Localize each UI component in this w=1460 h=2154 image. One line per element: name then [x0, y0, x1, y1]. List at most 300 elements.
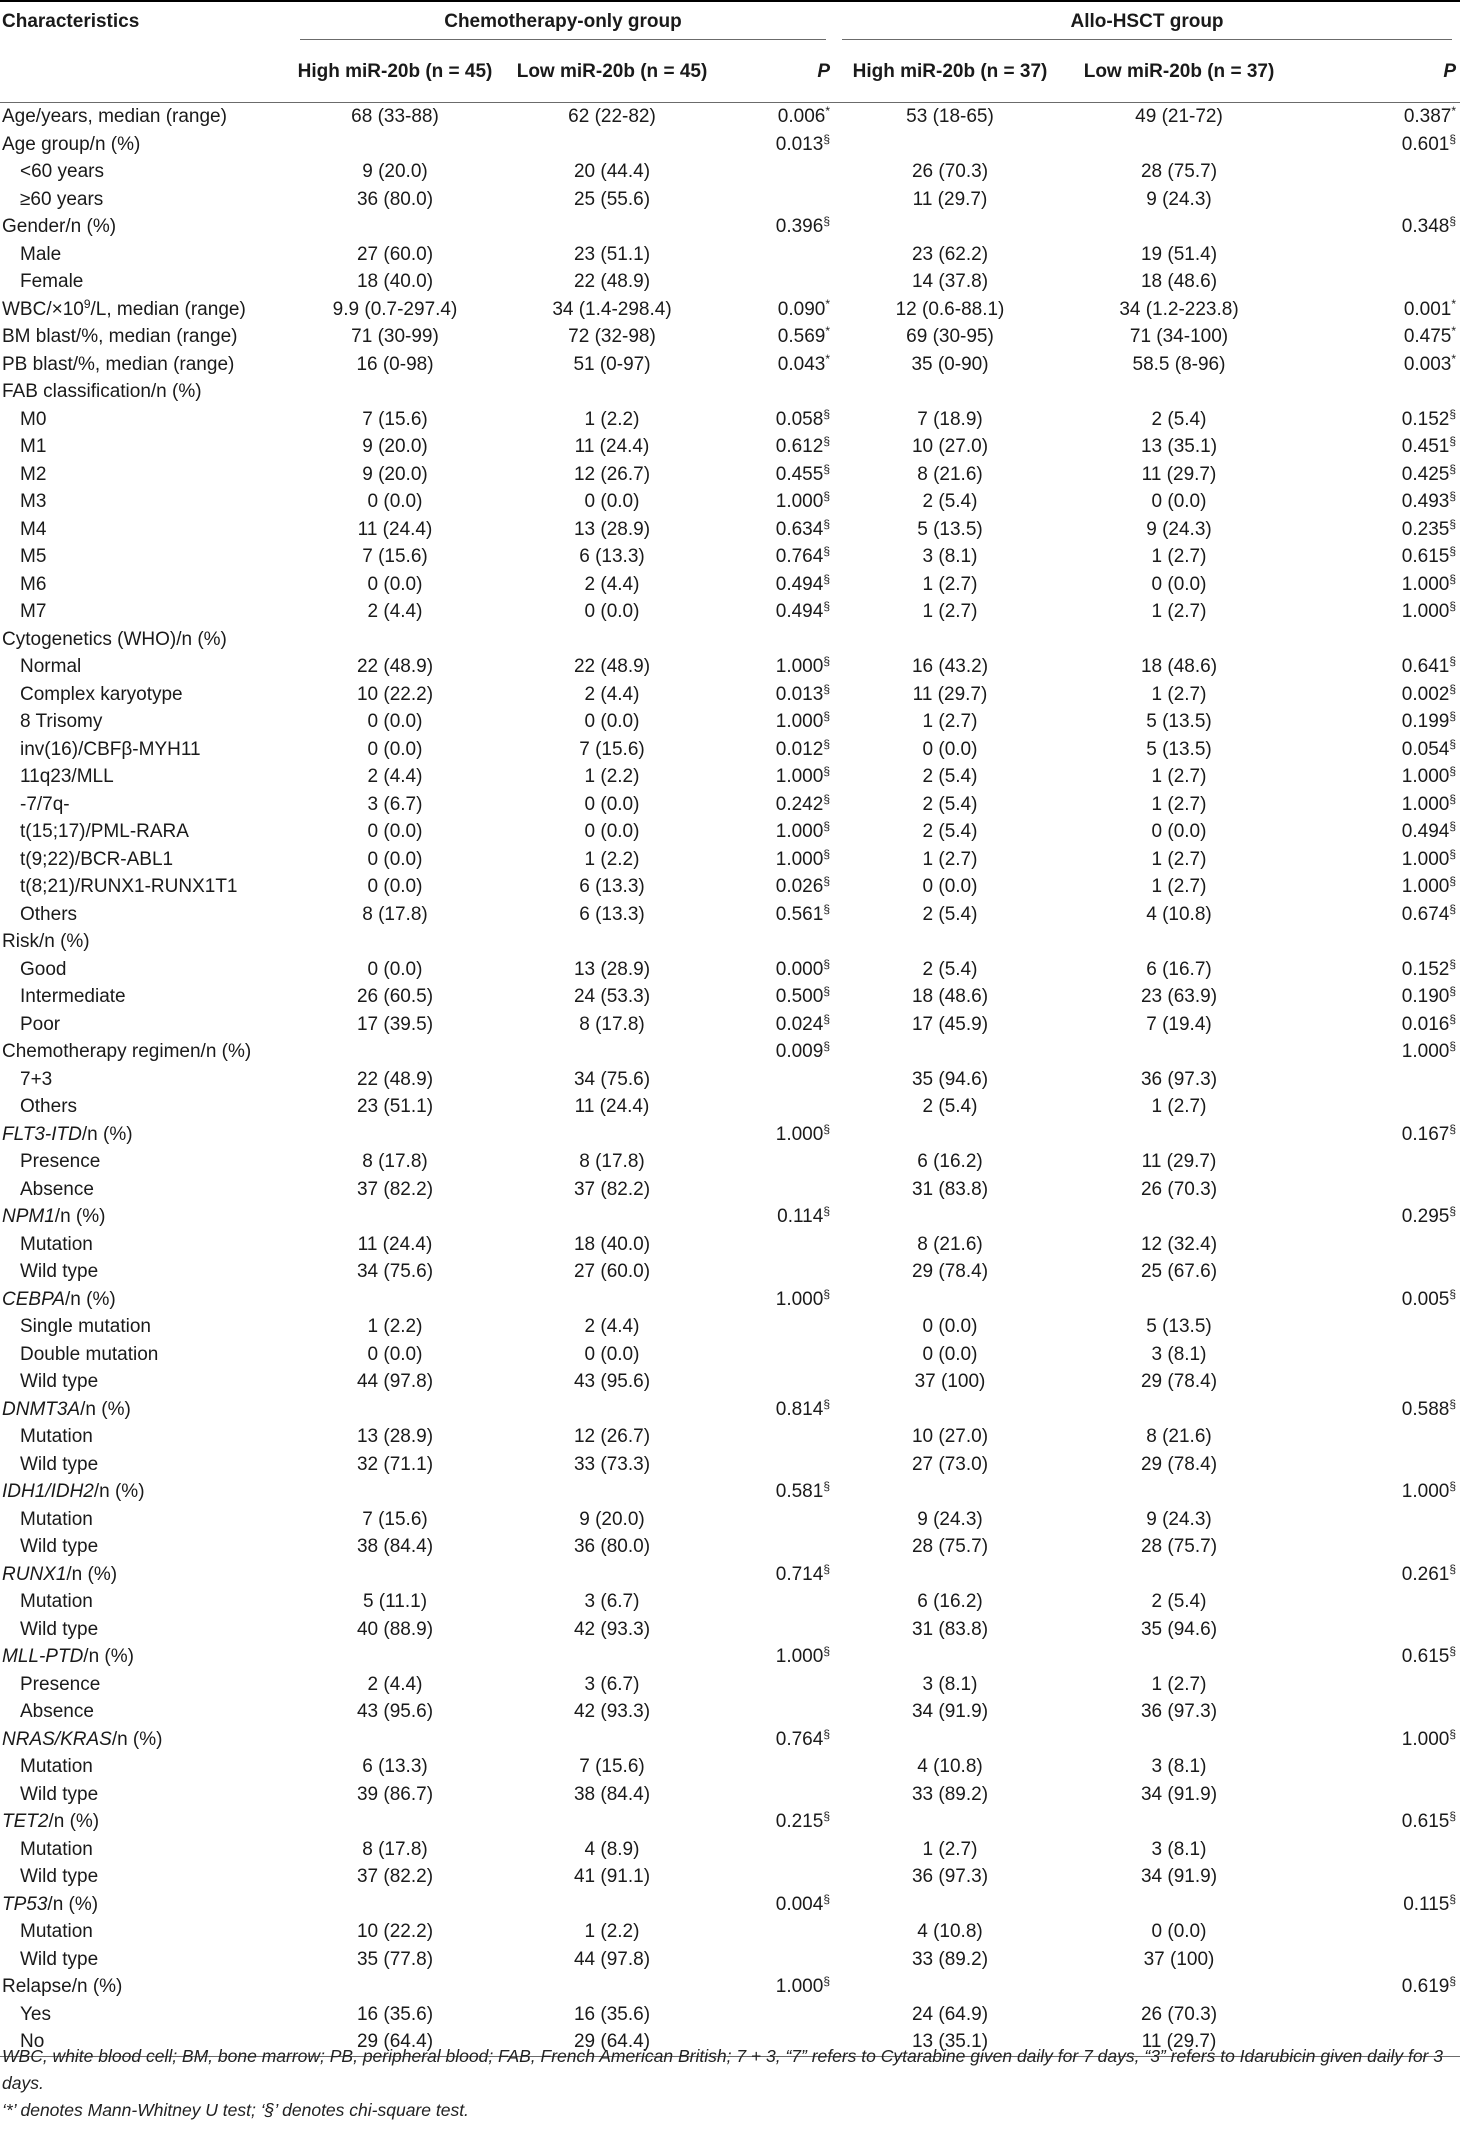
row-label-suffix: /n (%) — [48, 1811, 100, 1832]
chemo-high-cell-value: 0 (0.0) — [367, 958, 423, 980]
table-row — [0, 1258, 1460, 1286]
allo-low-cell — [1066, 846, 1292, 874]
chemo-high-cell-value: 34 (75.6) — [356, 1261, 434, 1282]
allo-low-cell-value: 0 (0.0) — [1151, 1921, 1207, 1942]
allo-high-cell-value: 2 (5.4) — [922, 903, 978, 925]
allo-p-cell-test-marker: § — [1449, 1974, 1457, 1988]
allo-low-cell — [1066, 818, 1292, 846]
allo-high-cell-value: 33 (89.2) — [911, 1948, 989, 1970]
row-label-suffix: /n (%) — [93, 1481, 145, 1502]
allo-low-cell — [1066, 1478, 1292, 1506]
chemo-p-cell — [726, 1341, 834, 1369]
allo-p-cell-value: 0.615 — [1401, 546, 1450, 567]
allo-p-cell — [1292, 1313, 1460, 1341]
row-label-text: <60 years — [20, 161, 104, 182]
chemo-low-cell — [498, 1478, 726, 1506]
chemo-p-cell-value: 0.634 — [775, 518, 824, 540]
allo-high-cell — [834, 1753, 1066, 1781]
row-label-text: Presence — [20, 1151, 101, 1172]
row-label-text: Mutation — [20, 1508, 93, 1530]
allo-p-cell — [1292, 1011, 1460, 1039]
allo-p-cell-test-marker: § — [1449, 599, 1457, 613]
chemo-high-cell — [292, 1368, 498, 1396]
chemo-high-cell — [292, 131, 498, 159]
chemo-high-cell-value: 0 (0.0) — [367, 491, 423, 512]
chemo-p-cell — [726, 708, 834, 736]
allo-low-cell-value: 34 (1.2-223.8) — [1119, 298, 1239, 320]
chemo-p-cell — [726, 1891, 834, 1919]
allo-low-cell-value: 28 (75.7) — [1140, 1536, 1218, 1557]
table-row — [0, 1423, 1460, 1451]
row-label — [0, 983, 292, 1011]
allo-p-cell-value: 0.190 — [1401, 986, 1450, 1007]
table-row — [0, 488, 1460, 516]
chemo-p-cell — [726, 213, 834, 241]
allo-low-cell — [1066, 103, 1292, 131]
chemo-high-cell — [292, 653, 498, 681]
chemo-low-cell — [498, 598, 726, 626]
allo-high-cell — [834, 296, 1066, 324]
chemo-high-cell — [292, 1148, 498, 1176]
table-row — [0, 213, 1460, 241]
table-row — [0, 1753, 1460, 1781]
row-label-text: FAB classification/n (%) — [2, 381, 202, 402]
table-row — [0, 626, 1460, 654]
allo-low-cell — [1066, 131, 1292, 159]
chemo-p-cell — [726, 1588, 834, 1616]
chemo-low-cell — [498, 1506, 726, 1534]
table-row — [0, 1698, 1460, 1726]
chemo-low-cell — [498, 406, 726, 434]
chemo-p-cell-test-marker: § — [823, 681, 830, 696]
allo-p-cell-test-marker: § — [1449, 1121, 1457, 1136]
allo-low-cell-value: 9 (24.3) — [1146, 188, 1212, 210]
table-row — [0, 956, 1460, 984]
row-label-text: Intermediate — [20, 986, 126, 1007]
chemo-high-cell — [292, 543, 498, 571]
allo-low-cell — [1066, 1231, 1292, 1259]
chemo-p-cell-value: 1.000 — [775, 821, 824, 842]
row-label-text: Normal — [20, 656, 82, 677]
chemo-high-cell-value: 37 (82.2) — [356, 1178, 434, 1200]
table-row — [0, 1781, 1460, 1809]
row-label — [0, 1478, 292, 1506]
chemo-high-cell — [292, 1781, 498, 1809]
chemo-high-cell — [292, 1533, 498, 1561]
table-row — [0, 1506, 1460, 1534]
allo-low-cell-value: 49 (21-72) — [1135, 106, 1223, 127]
allo-p-cell — [1292, 791, 1460, 819]
chemo-low-cell — [498, 901, 726, 929]
chemo-low-cell-value: 2 (4.4) — [584, 683, 640, 705]
allo-p-cell-value: 0.387 — [1403, 106, 1452, 127]
allo-high-cell-value: 10 (27.0) — [911, 436, 989, 457]
table-row — [0, 1561, 1460, 1589]
allo-high-cell — [834, 516, 1066, 544]
chemo-low-cell-value: 25 (55.6) — [573, 188, 651, 210]
allo-p-cell-test-marker: * — [1451, 324, 1457, 338]
allo-high-cell — [834, 1643, 1066, 1671]
allo-p-cell — [1292, 1918, 1460, 1946]
chemo-high-cell-value: 0 (0.0) — [367, 821, 423, 842]
allo-low-cell-value: 23 (63.9) — [1140, 986, 1218, 1007]
allo-high-cell — [834, 1863, 1066, 1891]
allo-high-cell — [834, 323, 1066, 351]
allo-low-cell-value: 28 (75.7) — [1140, 161, 1218, 182]
allo-p-cell — [1292, 763, 1460, 791]
chemo-low-cell — [498, 543, 726, 571]
row-label-text: Mutation — [20, 1838, 93, 1860]
allo-high-cell-value: 26 (70.3) — [911, 161, 989, 182]
allo-low-cell — [1066, 873, 1292, 901]
allo-p-cell-value: 0.002 — [1401, 683, 1450, 705]
allo-p-cell — [1292, 1038, 1460, 1066]
chemo-high-cell — [292, 186, 498, 214]
chemo-high-cell — [292, 1616, 498, 1644]
chemo-p-cell — [726, 1038, 834, 1066]
chemo-high-cell-value: 13 (28.9) — [356, 1426, 434, 1447]
table-row — [0, 1231, 1460, 1259]
chemo-p-cell — [726, 983, 834, 1011]
row-label-text: PB blast/%, median (range) — [2, 353, 235, 375]
chemo-high-cell — [292, 1836, 498, 1864]
chemo-high-cell-value: 43 (95.6) — [356, 1701, 434, 1722]
allo-p-cell — [1292, 378, 1460, 406]
allo-high-cell-value: 0 (0.0) — [922, 1316, 978, 1337]
row-label-suffix: /n (%) — [83, 1646, 134, 1667]
allo-low-cell — [1066, 268, 1292, 296]
allo-low-cell — [1066, 1918, 1292, 1946]
chemo-low-cell — [498, 351, 726, 379]
chemo-p-cell-test-marker: § — [823, 599, 830, 613]
chemo-p-cell-test-marker: § — [823, 1396, 830, 1411]
allo-high-cell — [834, 1203, 1066, 1231]
chemo-p-cell-test-marker: § — [823, 131, 830, 146]
allo-p-cell-test-marker: § — [1449, 1726, 1457, 1741]
allo-low-cell — [1066, 158, 1292, 186]
allo-low-cell-value: 9 (24.3) — [1146, 518, 1212, 540]
chemo-high-cell-value: 8 (17.8) — [362, 903, 428, 925]
allo-p-cell-test-marker: § — [1449, 489, 1457, 503]
allo-low-cell — [1066, 378, 1292, 406]
chemo-high-cell — [292, 1753, 498, 1781]
allo-p-cell — [1292, 461, 1460, 489]
chemo-high-cell — [292, 1286, 498, 1314]
header-chemo-p: P — [726, 42, 834, 103]
row-label-text: TP53 — [2, 1893, 48, 1915]
row-label — [0, 323, 292, 351]
chemo-p-cell-test-marker: § — [823, 1644, 830, 1658]
chemo-high-cell-value: 0 (0.0) — [367, 711, 423, 732]
chemo-low-cell — [498, 1836, 726, 1864]
chemo-p-cell-value: 0.114 — [777, 1206, 824, 1227]
allo-low-cell-value: 11 (29.7) — [1141, 1151, 1217, 1172]
allo-low-cell-value: 1 (2.7) — [1151, 1673, 1207, 1695]
allo-p-cell-test-marker: § — [1449, 214, 1457, 228]
allo-high-cell — [834, 1093, 1066, 1121]
allo-low-cell-value: 1 (2.7) — [1151, 793, 1207, 815]
allo-p-cell — [1292, 488, 1460, 516]
allo-low-cell — [1066, 956, 1292, 984]
allo-high-cell-value: 10 (27.0) — [911, 1426, 989, 1447]
chemo-high-cell — [292, 956, 498, 984]
row-label-text: Yes — [20, 2003, 51, 2025]
chemo-p-cell — [726, 241, 834, 269]
allo-high-cell — [834, 1231, 1066, 1259]
chemo-high-cell — [292, 708, 498, 736]
chemo-high-cell-value: 23 (51.1) — [356, 1096, 434, 1117]
allo-p-cell — [1292, 928, 1460, 956]
chemo-low-cell — [498, 1038, 726, 1066]
chemo-low-cell-value: 0 (0.0) — [584, 793, 640, 815]
chemo-low-cell-value: 6 (13.3) — [579, 546, 645, 567]
chemo-low-cell — [498, 1973, 726, 2001]
table-row — [0, 1341, 1460, 1369]
allo-high-cell-value: 35 (0-90) — [911, 353, 989, 375]
row-label — [0, 1836, 292, 1864]
chemo-p-cell-value: 0.215 — [775, 1811, 824, 1832]
chemo-high-cell-value: 26 (60.5) — [356, 986, 434, 1007]
chemo-high-cell — [292, 1011, 498, 1039]
chemo-high-cell — [292, 928, 498, 956]
table-row — [0, 1176, 1460, 1204]
allo-p-cell — [1292, 1368, 1460, 1396]
chemo-low-cell-value: 44 (97.8) — [573, 1948, 651, 1970]
chemo-high-cell — [292, 268, 498, 296]
row-label-text: No — [20, 2031, 45, 2052]
allo-p-cell-value: 0.348 — [1401, 216, 1450, 237]
chemo-high-cell-value: 39 (86.7) — [356, 1783, 434, 1805]
chemo-p-cell-test-marker: § — [823, 819, 830, 833]
allo-low-cell — [1066, 901, 1292, 929]
chemo-p-cell-value: 0.581 — [775, 1481, 824, 1502]
allo-p-cell-value: 0.425 — [1401, 463, 1450, 485]
chemo-low-cell-value: 7 (15.6) — [579, 1756, 645, 1777]
row-label — [0, 488, 292, 516]
chemo-low-cell-value: 12 (26.7) — [573, 1426, 651, 1447]
row-label-text: inv(16)/CBFβ-MYH11 — [20, 738, 201, 760]
table-row — [0, 158, 1460, 186]
row-label — [0, 1313, 292, 1341]
allo-high-cell-value: 53 (18-65) — [906, 106, 994, 127]
row-label-text: Relapse/n (%) — [2, 1976, 123, 1997]
allo-p-cell-value: 0.261 — [1401, 1563, 1450, 1585]
allo-low-cell — [1066, 1148, 1292, 1176]
row-label — [0, 681, 292, 709]
chemo-high-cell — [292, 626, 498, 654]
allo-low-cell-value: 34 (91.9) — [1140, 1783, 1218, 1805]
allo-low-cell — [1066, 1671, 1292, 1699]
row-label — [0, 791, 292, 819]
chemo-low-cell — [498, 846, 726, 874]
allo-high-cell-value: 2 (5.4) — [922, 958, 978, 980]
chemo-p-cell — [726, 1423, 834, 1451]
chemo-high-cell-value: 44 (97.8) — [356, 1371, 434, 1392]
chemo-p-cell — [726, 1066, 834, 1094]
chemo-high-cell — [292, 1561, 498, 1589]
chemo-low-cell-value: 34 (1.4-298.4) — [552, 298, 672, 320]
row-label-text: ≥60 years — [20, 188, 104, 210]
table-row — [0, 1726, 1460, 1754]
chemo-high-cell — [292, 351, 498, 379]
allo-p-cell — [1292, 1588, 1460, 1616]
allo-low-cell — [1066, 571, 1292, 599]
header-allo-group: Allo-HSCT group — [834, 1, 1460, 42]
chemo-p-cell — [726, 1451, 834, 1479]
allo-low-cell — [1066, 1121, 1292, 1149]
allo-low-cell-value: 36 (97.3) — [1140, 1068, 1218, 1090]
allo-p-cell-test-marker: § — [1449, 1396, 1457, 1411]
chemo-p-cell-test-marker: § — [823, 956, 830, 971]
row-label — [0, 1038, 292, 1066]
row-label-text: Risk/n (%) — [2, 931, 90, 952]
chemo-p-cell-value: 0.569 — [777, 326, 826, 347]
chemo-p-cell — [726, 1506, 834, 1534]
allo-high-cell-value: 0 (0.0) — [922, 876, 978, 897]
chemo-p-cell — [726, 1203, 834, 1231]
chemo-p-cell-value: 0.009 — [775, 1041, 824, 1062]
chemo-p-cell-value: 1.000 — [775, 848, 824, 870]
chemo-high-cell — [292, 323, 498, 351]
row-label-text: Male — [20, 243, 62, 265]
chemo-p-cell-test-marker: § — [823, 1809, 830, 1823]
allo-low-cell — [1066, 1368, 1292, 1396]
chemo-p-cell-value: 1.000 — [775, 491, 824, 512]
allo-high-cell-value: 2 (5.4) — [922, 491, 978, 512]
chemo-low-cell-value: 0 (0.0) — [584, 1343, 640, 1365]
allo-high-cell — [834, 268, 1066, 296]
chemo-high-cell — [292, 488, 498, 516]
allo-high-cell — [834, 1341, 1066, 1369]
allo-p-cell — [1292, 1533, 1460, 1561]
row-label-text: 7+3 — [20, 1068, 53, 1090]
allo-p-cell-value: 0.674 — [1401, 903, 1450, 925]
row-label — [0, 708, 292, 736]
chemo-p-cell — [726, 791, 834, 819]
chemo-low-cell-value: 1 (2.2) — [584, 766, 640, 787]
chemo-low-cell-value: 6 (13.3) — [579, 876, 645, 897]
allo-low-cell — [1066, 1423, 1292, 1451]
row-label-text: Age group/n (%) — [2, 133, 141, 155]
allo-low-cell-value: 0 (0.0) — [1151, 491, 1207, 512]
header-chemo-low: Low miR-20b (n = 45) — [498, 42, 726, 103]
row-label-text: Absence — [20, 1701, 94, 1722]
allo-p-cell-test-marker: § — [1449, 654, 1457, 668]
row-label-suffix: /n (%) — [54, 1206, 106, 1227]
table-row — [0, 1368, 1460, 1396]
chemo-high-cell — [292, 1478, 498, 1506]
chemo-high-cell-value: 8 (17.8) — [362, 1838, 428, 1860]
allo-p-cell — [1292, 268, 1460, 296]
chemo-high-cell — [292, 1203, 498, 1231]
allo-low-cell — [1066, 1533, 1292, 1561]
chemo-low-cell-value: 33 (73.3) — [573, 1453, 651, 1475]
table-row — [0, 873, 1460, 901]
chemo-high-cell-value: 6 (13.3) — [362, 1756, 428, 1777]
row-label-text: 8 Trisomy — [20, 711, 103, 732]
table-row — [0, 406, 1460, 434]
chemo-p-cell-test-marker: § — [823, 1974, 830, 1988]
row-label-text: Mutation — [20, 1426, 93, 1447]
allo-low-cell — [1066, 1258, 1292, 1286]
chemo-high-cell-value: 22 (48.9) — [356, 656, 434, 677]
chemo-high-cell-value: 11 (24.4) — [357, 518, 433, 540]
allo-high-cell — [834, 1176, 1066, 1204]
table-row — [0, 1011, 1460, 1039]
row-label-text: IDH1/IDH2 — [2, 1481, 94, 1502]
allo-high-cell — [834, 241, 1066, 269]
table-row — [0, 818, 1460, 846]
allo-p-cell — [1292, 1203, 1460, 1231]
row-label — [0, 626, 292, 654]
chemo-low-cell — [498, 983, 726, 1011]
allo-p-cell-value: 0.615 — [1401, 1646, 1450, 1667]
chemo-p-cell-test-marker: § — [823, 1286, 830, 1301]
row-label-text: NPM1 — [2, 1206, 55, 1227]
allo-p-cell — [1292, 2001, 1460, 2029]
allo-low-cell-value: 3 (8.1) — [1151, 1756, 1207, 1777]
chemo-high-cell — [292, 1891, 498, 1919]
allo-low-cell-value: 11 (29.7) — [1141, 2031, 1217, 2052]
allo-p-cell-test-marker: § — [1449, 709, 1457, 723]
chemo-high-cell — [292, 1396, 498, 1424]
allo-p-cell — [1292, 1066, 1460, 1094]
allo-high-cell — [834, 928, 1066, 956]
table-row — [0, 1891, 1460, 1919]
row-label-text: Wild type — [20, 1536, 99, 1557]
chemo-p-cell-test-marker: § — [823, 1561, 830, 1576]
allo-p-cell-test-marker: § — [1449, 1039, 1457, 1053]
allo-high-cell — [834, 626, 1066, 654]
chemo-high-cell-value: 2 (4.4) — [367, 766, 423, 787]
allo-low-cell — [1066, 213, 1292, 241]
chemo-high-cell — [292, 1258, 498, 1286]
chemo-p-cell — [726, 1121, 834, 1149]
allo-p-cell — [1292, 213, 1460, 241]
table-row — [0, 461, 1460, 489]
allo-high-cell — [834, 873, 1066, 901]
chemo-low-cell-value: 24 (53.3) — [573, 986, 651, 1007]
chemo-low-cell-value: 51 (0-97) — [573, 353, 651, 375]
allo-high-cell — [834, 1313, 1066, 1341]
row-label-suffix: /n (%) — [111, 1728, 163, 1750]
allo-p-cell — [1292, 1726, 1460, 1754]
chemo-high-cell-value: 8 (17.8) — [362, 1151, 428, 1172]
allo-high-cell-value: 16 (43.2) — [911, 656, 989, 677]
allo-low-cell-value: 3 (8.1) — [1151, 1343, 1207, 1365]
row-label — [0, 268, 292, 296]
chemo-p-cell-test-marker: * — [825, 324, 830, 338]
header-blank — [0, 42, 292, 103]
table-body — [0, 103, 1460, 2057]
allo-high-cell — [834, 1891, 1066, 1919]
allo-p-cell — [1292, 736, 1460, 764]
chemo-low-cell — [498, 763, 726, 791]
chemo-low-cell-value: 62 (22-82) — [568, 106, 656, 127]
allo-high-cell — [834, 1808, 1066, 1836]
chemo-p-cell-value: 1.000 — [775, 656, 824, 677]
header-row-groups — [0, 1, 1460, 42]
chemo-low-cell — [498, 1561, 726, 1589]
allo-p-cell-test-marker: * — [1451, 351, 1457, 366]
chemo-low-cell — [498, 1918, 726, 1946]
chemo-high-cell-value: 35 (77.8) — [356, 1948, 434, 1970]
row-label-text: Cytogenetics (WHO)/n (%) — [2, 628, 227, 650]
chemo-low-cell — [498, 131, 726, 159]
allo-high-cell — [834, 1533, 1066, 1561]
chemo-high-cell — [292, 791, 498, 819]
chemo-high-cell — [292, 516, 498, 544]
